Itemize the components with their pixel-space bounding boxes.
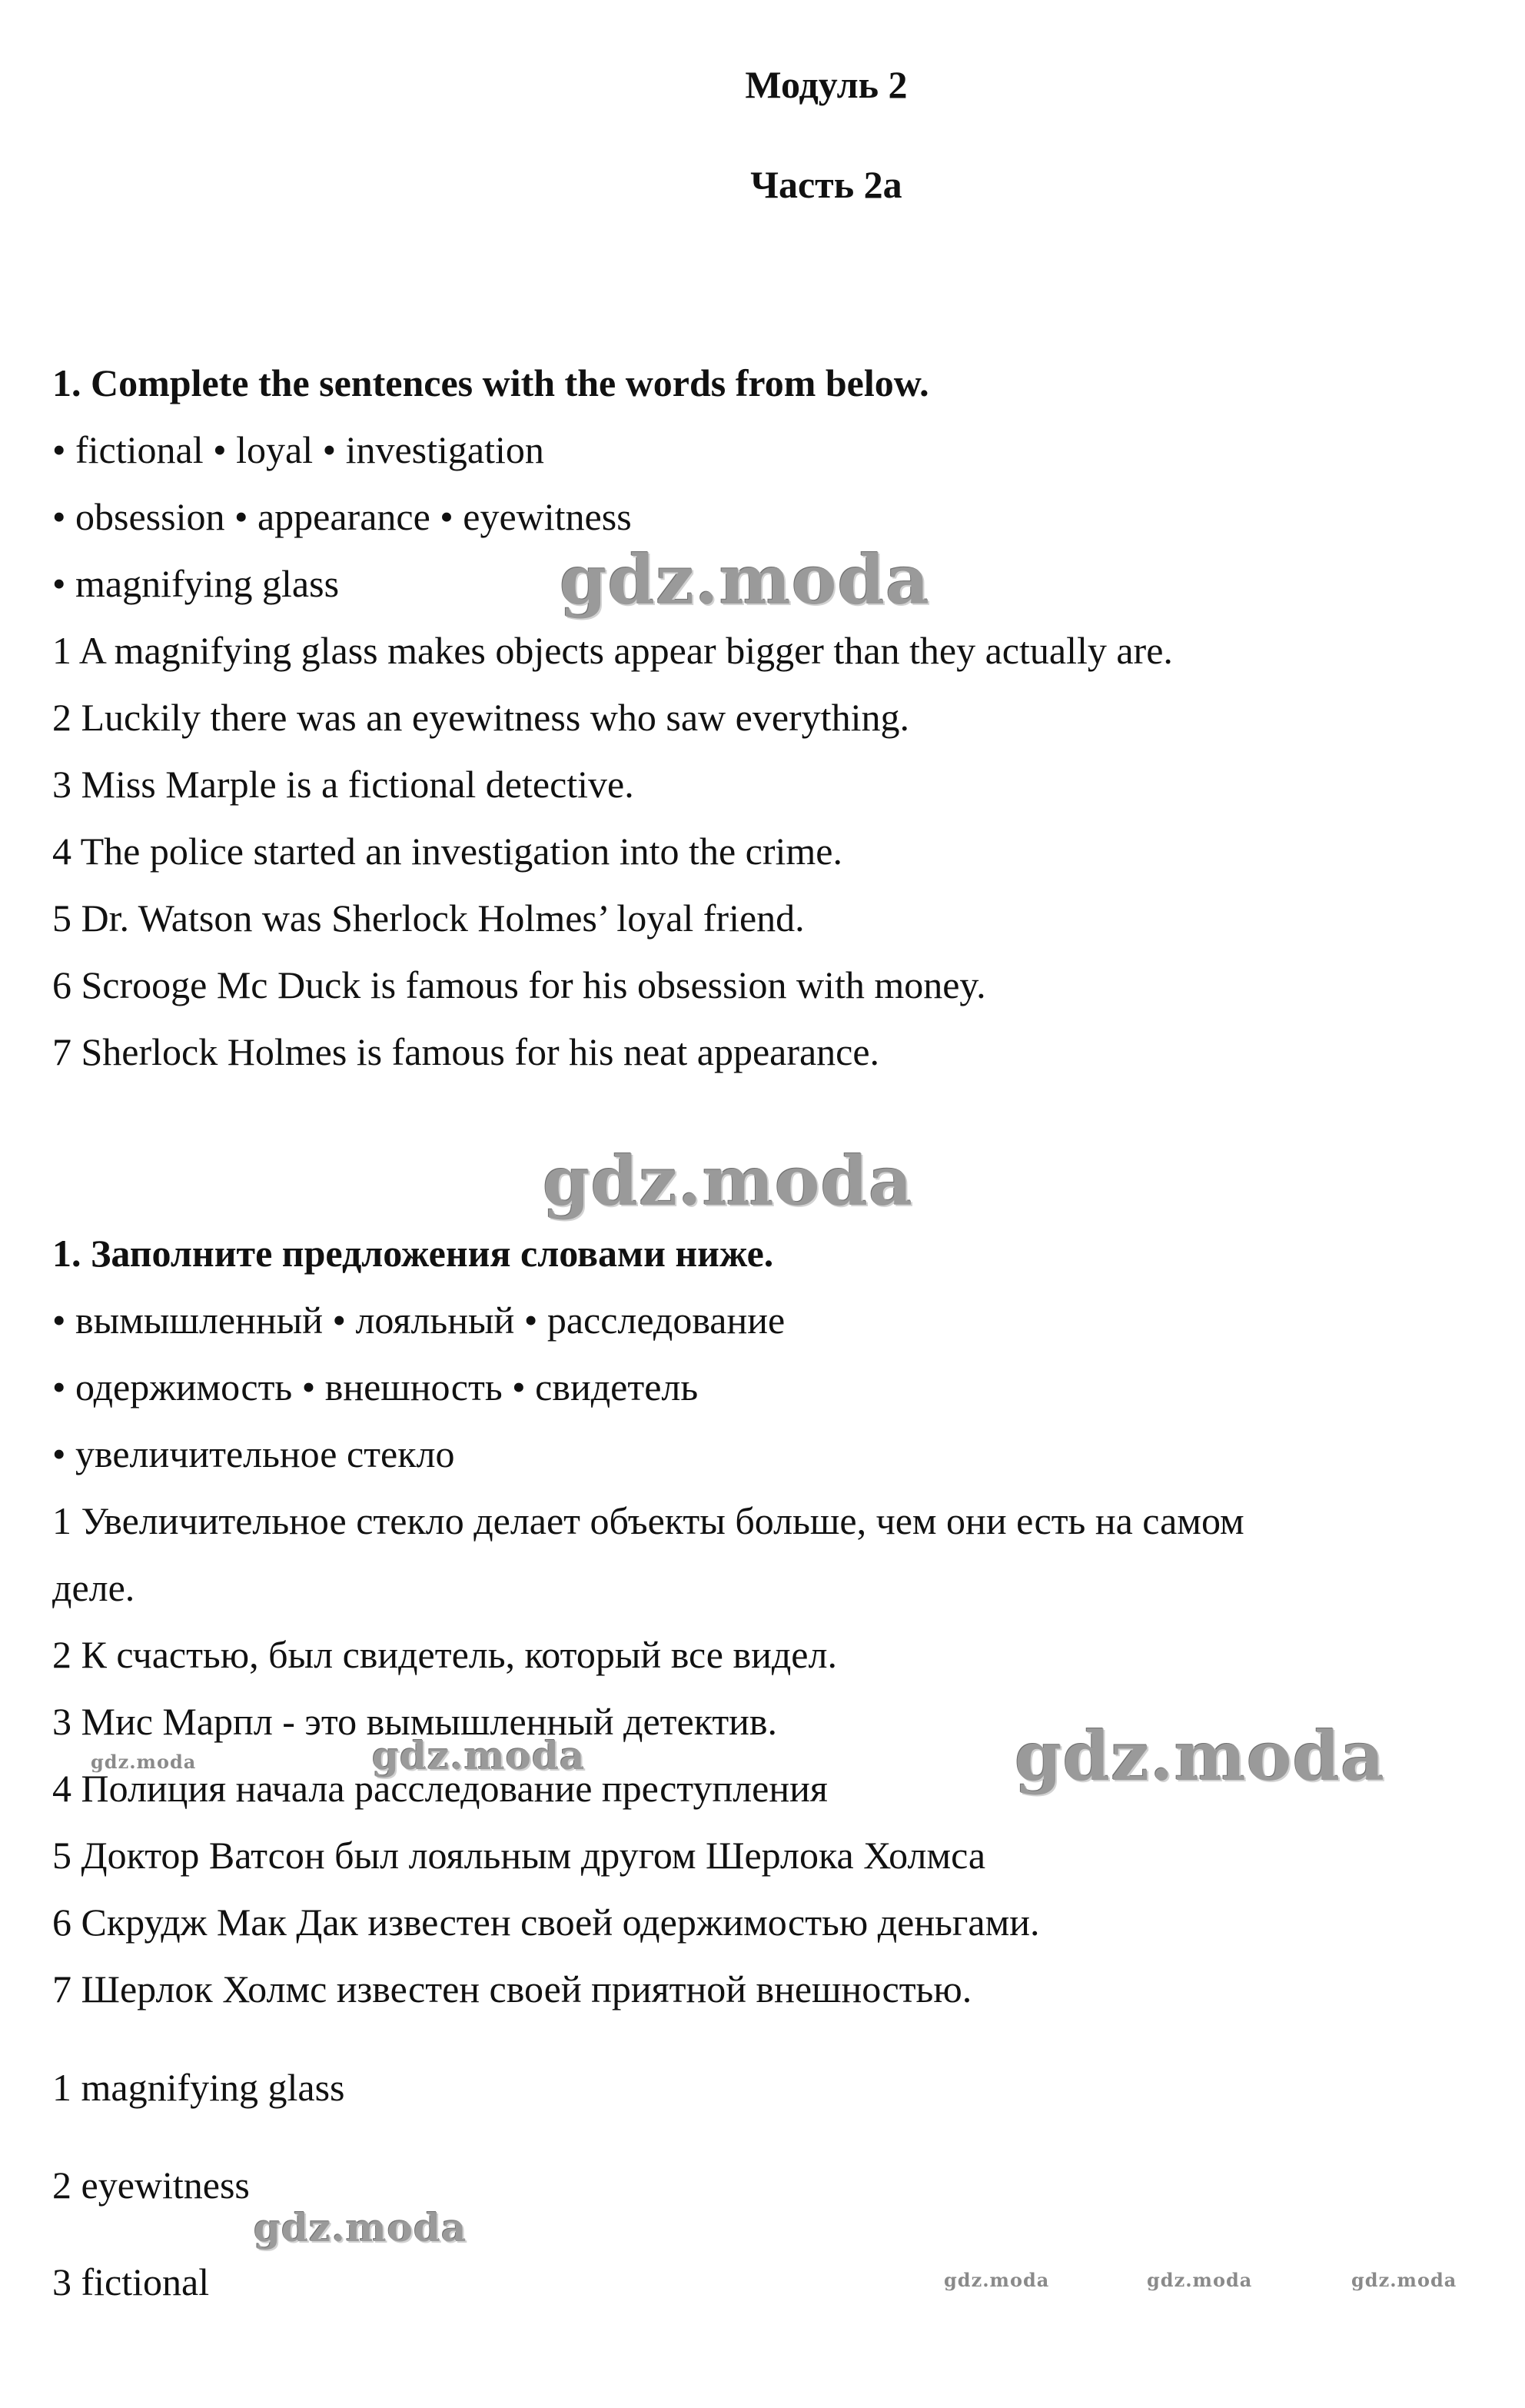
watermark-6: gdz.moda [254, 2205, 467, 2250]
russian-sentence-4: 4 Полиция начала расследование преступления [52, 1767, 828, 1810]
russian-sentence-1: 1 Увеличительное стекло делает объекты больше, чем они есть на самом [52, 1499, 1244, 1542]
part-title: Часть 2а [750, 163, 902, 206]
answer-2: 2 eyewitness [52, 2164, 250, 2207]
watermark-9: gdz.moda [1351, 2269, 1457, 2291]
answer-1: 1 magnifying glass [52, 2066, 345, 2109]
russian-sentence-1-cont: деле. [52, 1566, 135, 1609]
english-word-line-1: • fictional • loyal • investigation [52, 428, 544, 471]
russian-sentence-5: 5 Доктор Ватсон был лояльным другом Шерлока Холмса [52, 1834, 986, 1877]
english-word-line-2: • obsession • appearance • eyewitness [52, 495, 632, 538]
russian-task: 1. Заполните предложения словами ниже. [52, 1232, 774, 1275]
russian-sentence-3: 3 Мис Марпл - это вымышленный детектив. [52, 1700, 778, 1743]
russian-sentence-2: 2 К счастью, был свидетель, который все видел. [52, 1633, 837, 1676]
english-sentence-1: 1 A magnifying glass makes objects appear bigger than they actually are. [52, 629, 1173, 672]
russian-word-line-2: • одержимость • внешность • свидетель [52, 1365, 699, 1409]
watermark-3: gdz.moda [1015, 1716, 1386, 1796]
answer-3: 3 fictional [52, 2260, 210, 2303]
watermark-4: gdz.moda [372, 1733, 586, 1778]
english-sentence-5: 5 Dr. Watson was Sherlock Holmes’ loyal friend. [52, 896, 805, 940]
russian-sentence-7: 7 Шерлок Холмс известен своей приятной внешностью. [52, 1967, 972, 2011]
russian-word-line-3: • увеличительное стекло [52, 1432, 455, 1475]
module-title: Модуль 2 [745, 63, 908, 106]
watermark-1: gdz.moda [560, 540, 931, 620]
english-sentence-3: 3 Miss Marple is a fictional detective. [52, 763, 634, 806]
english-sentence-7: 7 Sherlock Holmes is famous for his neat appearance. [52, 1030, 880, 1073]
english-sentence-4: 4 The police started an investigation into the crime. [52, 830, 842, 873]
watermark-2: gdz.moda [543, 1141, 914, 1221]
russian-word-line-1: • вымышленный • лояльный • расследование [52, 1299, 786, 1342]
english-word-line-3: • magnifying glass [52, 562, 340, 605]
english-sentence-6: 6 Scrooge Mc Duck is famous for his obsession with money. [52, 963, 986, 1006]
watermark-8: gdz.moda [1147, 2269, 1253, 2291]
english-task: 1. Complete the sentences with the words from below. [52, 361, 929, 404]
watermark-7: gdz.moda [944, 2269, 1050, 2291]
english-sentence-2: 2 Luckily there was an eyewitness who saw everything. [52, 696, 909, 739]
watermark-5: gdz.moda [91, 1751, 197, 1773]
russian-sentence-6: 6 Скрудж Мак Дак известен своей одержимостью деньгами. [52, 1901, 1040, 1944]
